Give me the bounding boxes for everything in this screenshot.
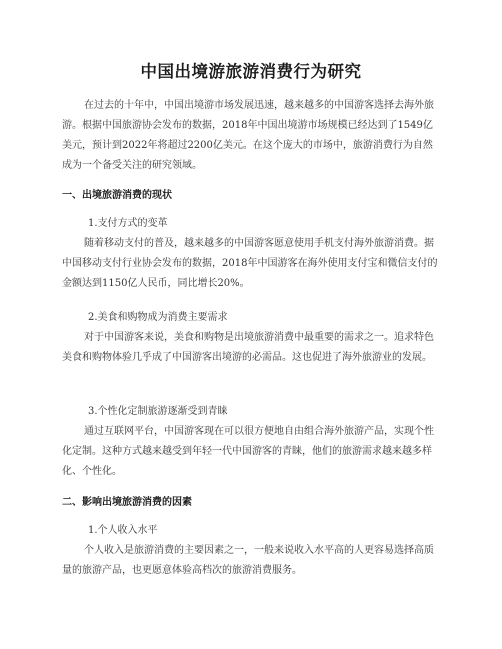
intro-paragraph: 在过去的十年中，中国出境游市场发展迅速，越来越多的中国游客选择去海外旅游。根据中国旅游协会发布的数据，2018年中国出境游市场规模已经达到了1549亿美元，预计到2022年将超过2200亿美元。在这个庞大的市场中，旅游消费行为自然成为一个备受关注的研究领域。 <box>62 100 434 171</box>
section-1-item-2-text: 对于中国游客来说，美食和购物是出境旅游消费中最重要的需求之一。追求特色美食和购物体验几乎成了中国游客出境游的必需品。这也促进了海外旅游业的发展。 <box>62 332 434 363</box>
section-1-item-3-subtitle: 3.个性化定制旅游逐渐受到青睐 <box>88 406 228 417</box>
section-1-item-1-subtitle: 1.支付方式的变革 <box>88 218 168 229</box>
section-1-item-2-subtitle: 2.美食和购物成为消费主要需求 <box>88 312 228 323</box>
section-1-heading: 一、出境旅游消费的现状 <box>62 190 172 201</box>
document-title: 中国出境游旅游消费行为研究 <box>140 62 362 81</box>
section-1-item-3-text: 通过互联网平台，中国游客现在可以很方便地自由组合海外旅游产品，实现个性化定制。这种方式越来越受到年轻一代中国游客的青睐，他们的旅游需求越来越多样化、个性化。 <box>62 426 434 477</box>
section-2-item-1-text: 个人收入是旅游消费的主要因素之一，一般来说收入水平高的人更容易选择高质量的旅游产品，也更愿意体验高档次的旅游消费服务。 <box>62 545 434 576</box>
section-2-item-1-subtitle: 1.个人收入水平 <box>88 525 158 536</box>
section-1-item-1-text: 随着移动支付的普及，越来越多的中国游客愿意使用手机支付海外旅游消费。据中国移动支付行业协会发布的数据，2018年中国游客在海外使用支付宝和微信支付的金额达到1150亿人民币，同比增长20%。 <box>62 238 438 289</box>
section-2-heading: 二、影响出境旅游消费的因素 <box>62 497 192 508</box>
